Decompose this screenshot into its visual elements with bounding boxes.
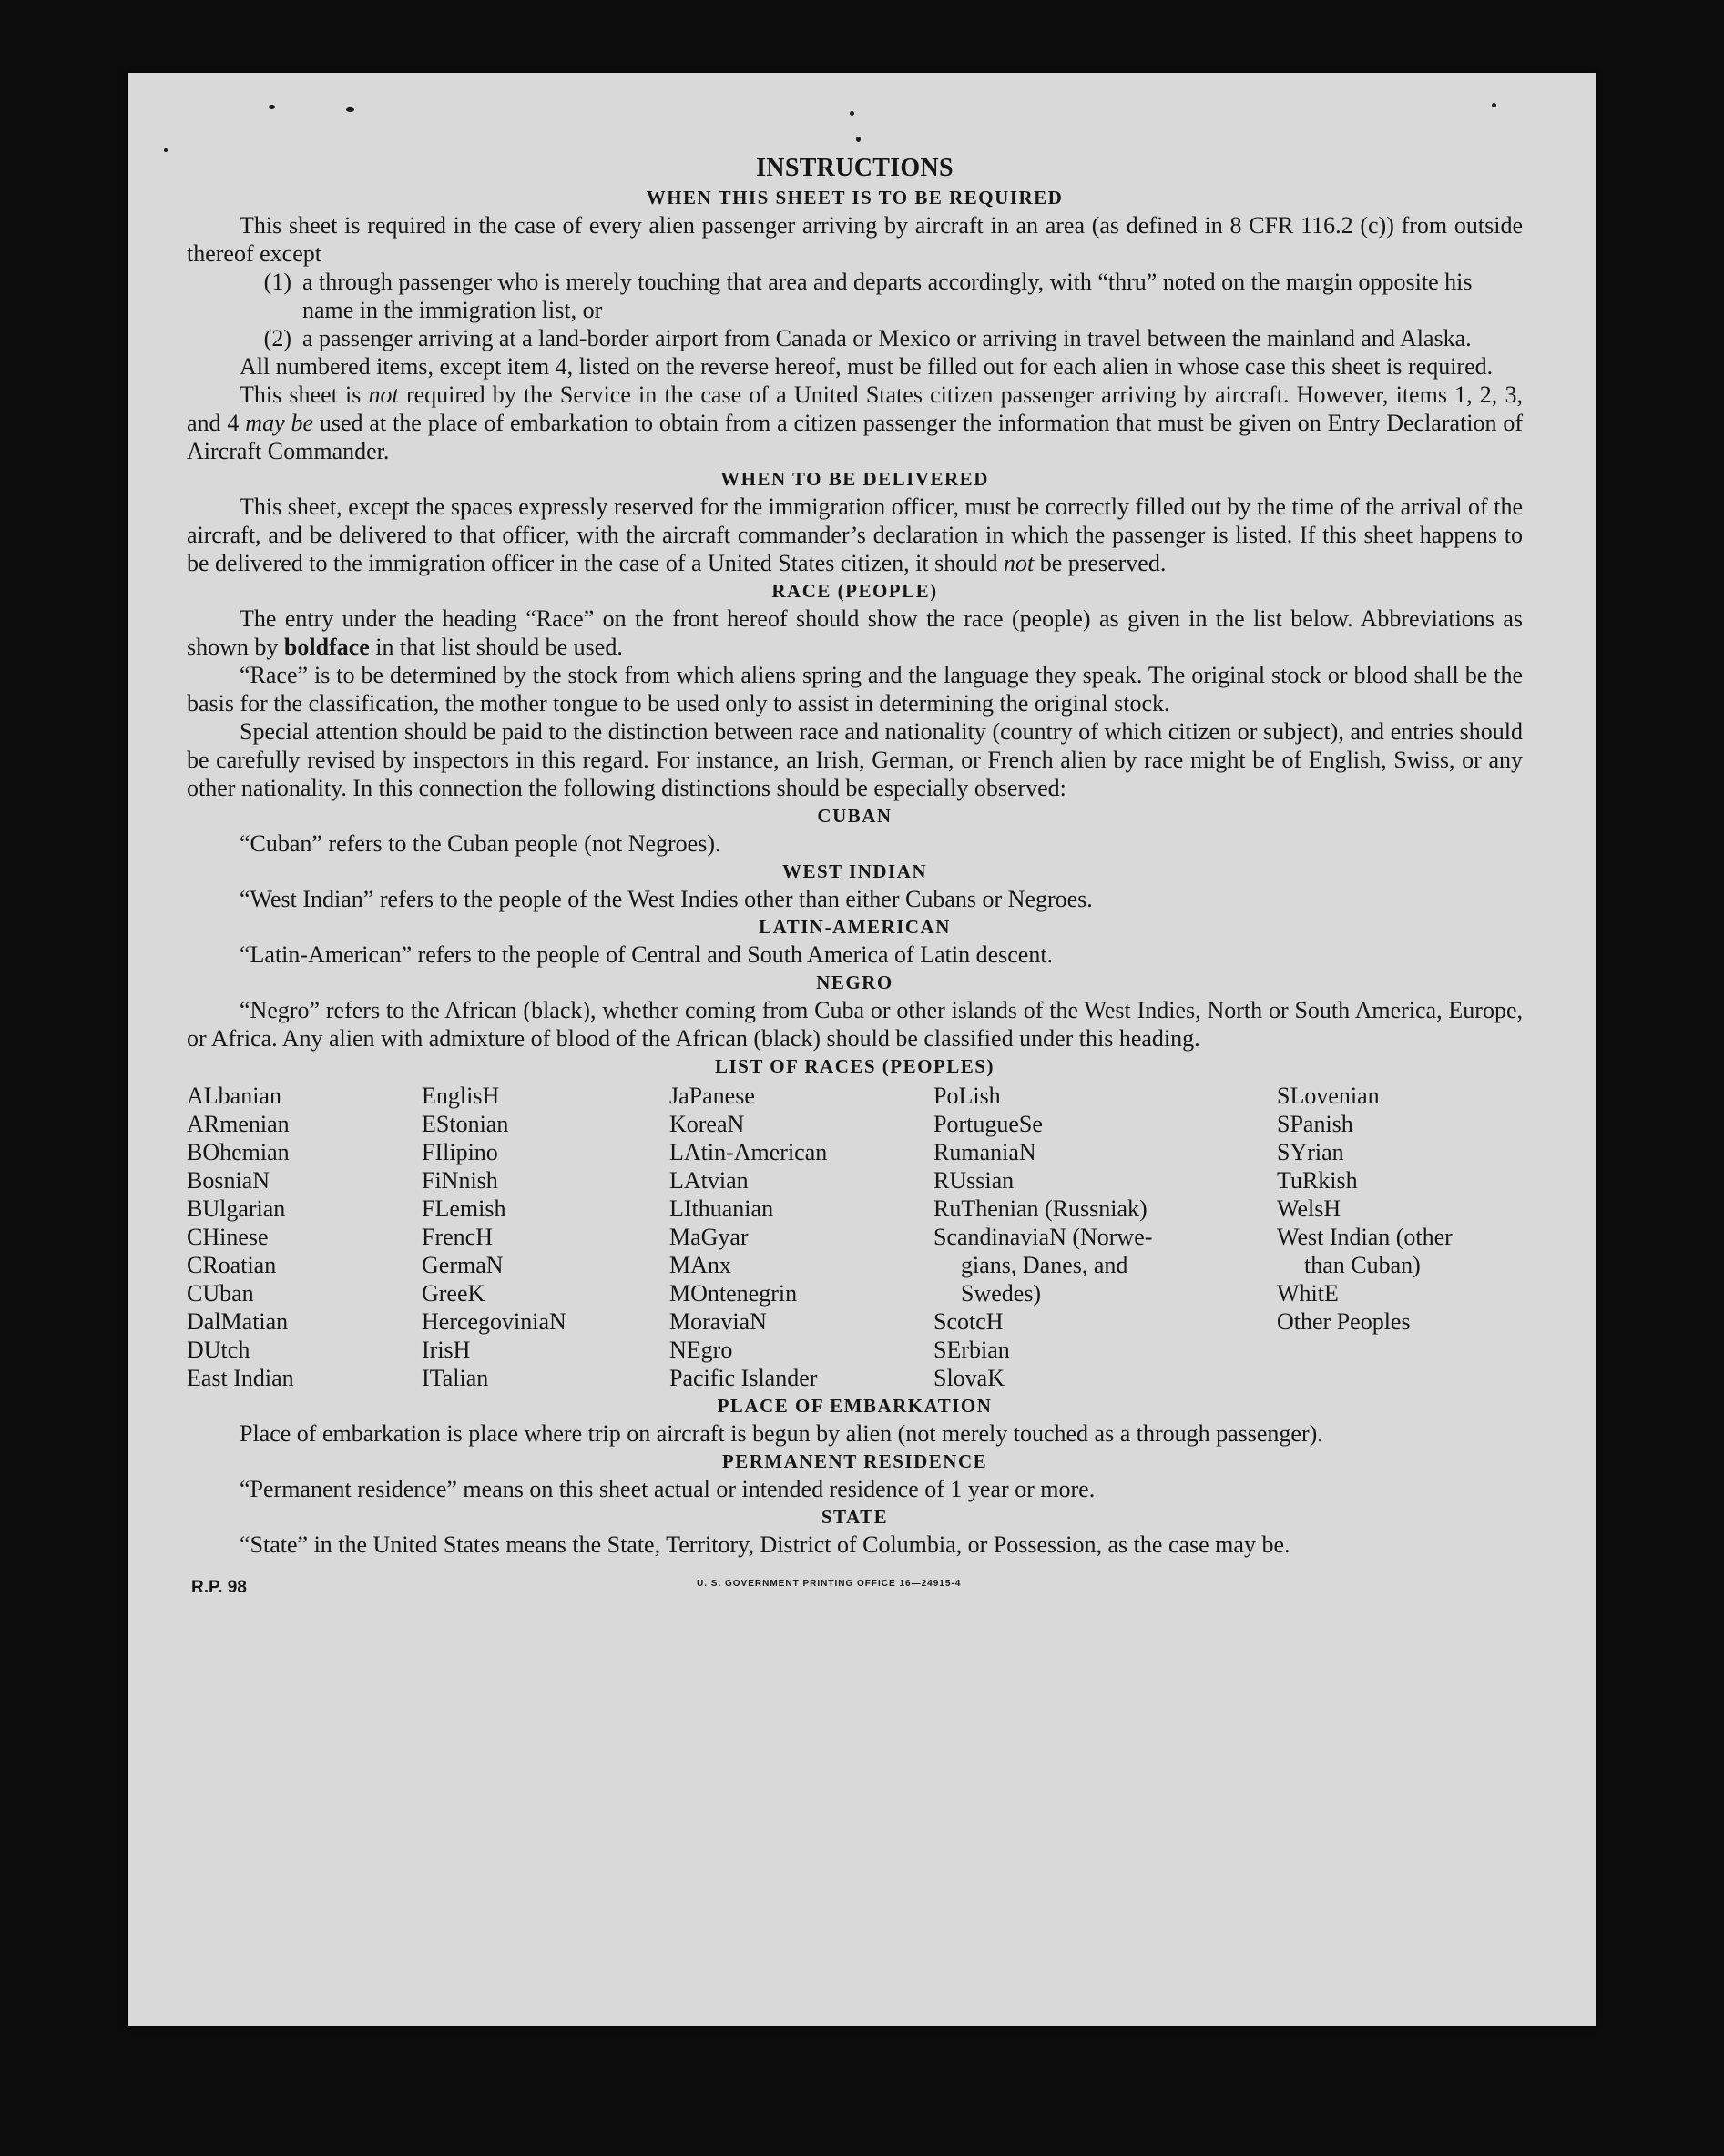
paragraph-race-stock: “Race” is to be determined by the stock from which aliens spring and the language they speak. The original stock or blood shall be the basis for the classification, the mother tongue to be used only to assist in determining the original stock. <box>187 662 1523 717</box>
text-segment: in that list should be used. <box>369 634 623 660</box>
paragraph-negro: “Negro” refers to the African (black), whether coming from Cuba or other islands of the West Indies, North or South America, Europe, or Africa. Any alien with admixture of blood of the African (black) should be classified under this heading. <box>187 997 1523 1052</box>
race-entry: PoLish <box>933 1083 1001 1109</box>
race-entry: PortugueSe <box>933 1111 1043 1137</box>
paragraph-race-entry <box>187 605 1523 661</box>
race-entry: RumaniaN <box>933 1139 1036 1165</box>
race-entry: TuRkish <box>1277 1167 1358 1194</box>
race-entry: DalMatian <box>187 1308 289 1335</box>
race-entry: MoraviaN <box>669 1308 767 1335</box>
form-number: R.P. 98 <box>191 1578 247 1597</box>
race-entry: FiNnish <box>422 1167 498 1194</box>
text-italic-may-be: may be <box>245 410 314 436</box>
text-segment: This sheet, except the spaces expressly reserved for the immigration officer, must be correctly filled out by the time of the arrival of the aircraft, and be delivered to that officer, with the aircraft commander’s declaration in which the passenger is listed. If this sheet happens to be delivered to the immigration officer in the case of a United States citizen, it should <box>187 493 1523 576</box>
document-sheet <box>128 73 1596 2026</box>
heading-list-of-races: LIST OF RACES (PEOPLES) <box>715 1055 995 1077</box>
race-entry: SLovenian <box>1277 1083 1380 1109</box>
scan-speck <box>269 105 275 109</box>
paragraph-numbered-items: All numbered items, except item 4, listed on the reverse hereof, must be filled out for each alien in whose case this sheet is required. <box>240 353 1494 380</box>
document-content <box>187 153 1523 1601</box>
race-column-4 <box>933 1082 1277 1392</box>
race-entry: FLemish <box>422 1195 506 1222</box>
heading-when-required: WHEN THIS SHEET IS TO BE REQUIRED <box>646 187 1064 208</box>
paragraph-residence: “Permanent residence” means on this sheet actual or intended residence of 1 year or more. <box>240 1476 1096 1502</box>
race-entry: NEgro <box>669 1337 733 1363</box>
race-entry: BosniaN <box>187 1167 270 1194</box>
race-entry: Other Peoples <box>1277 1308 1411 1335</box>
race-entry: SErbian <box>933 1337 1010 1363</box>
heading-latin-american: LATIN-AMERICAN <box>759 916 951 938</box>
race-column-3 <box>669 1082 933 1392</box>
race-entry: East Indian <box>187 1365 294 1391</box>
exception-number: (1) <box>263 269 291 295</box>
race-entry: CUban <box>187 1280 254 1307</box>
exception-number: (2) <box>263 325 291 351</box>
race-entry: LAtin-American <box>669 1139 828 1165</box>
race-entry: SlovaK <box>933 1365 1005 1391</box>
text-segment: This sheet is <box>240 381 369 408</box>
race-entry: West Indian (other <box>1277 1224 1453 1250</box>
race-entry: DUtch <box>187 1337 250 1363</box>
paragraph-west-indian: “West Indian” refers to the people of the West Indies other than either Cubans or Negroes. <box>240 886 1093 912</box>
heading-permanent-residence: PERMANENT RESIDENCE <box>721 1450 988 1472</box>
race-entry: GreeK <box>422 1280 485 1307</box>
race-entry: than Cuban) <box>1304 1252 1421 1278</box>
paragraph-delivered <box>187 493 1523 577</box>
race-column-2 <box>422 1082 669 1392</box>
race-entry: ALbanian <box>187 1083 281 1109</box>
race-entry: GermaN <box>422 1252 504 1278</box>
heading-race: RACE (PEOPLE) <box>771 580 938 602</box>
heading-cuban: CUBAN <box>817 805 893 827</box>
text-segment: be preserved. <box>1034 550 1167 576</box>
race-entry: ARmenian <box>187 1111 290 1137</box>
text-segment: The entry under the heading “Race” on the front hereof should show the race (people) as given in the list below. Abbreviations as shown by <box>187 605 1523 660</box>
paragraph-citizen <box>187 381 1523 465</box>
race-entry: BUlgarian <box>187 1195 286 1222</box>
race-entry: RUssian <box>933 1167 1015 1194</box>
race-entry: KoreaN <box>669 1111 745 1137</box>
exception-item-1 <box>187 268 1523 324</box>
race-entry: MOntenegrin <box>669 1280 798 1307</box>
text-bold-boldface: boldface <box>283 634 370 660</box>
heading-west-indian: WEST INDIAN <box>781 860 928 882</box>
text-italic-not: not <box>368 381 399 408</box>
heading-place-of-embarkation: PLACE OF EMBARKATION <box>717 1395 993 1417</box>
paragraph-embarkation: Place of embarkation is place where trip on aircraft is begun by alien (not merely touched as a through passenger). <box>240 1420 1323 1447</box>
footer <box>187 1564 1523 1601</box>
scan-speck <box>856 137 861 142</box>
race-entry: Swedes) <box>961 1280 1042 1307</box>
race-entry: MAnx <box>669 1252 731 1278</box>
race-entry: CHinese <box>187 1224 269 1250</box>
race-entry: FIlipino <box>422 1139 498 1165</box>
text-segment: required by the Service in the case of a United States citizen passenger arriving by aircraft. However, items 1, 2, 3, and 4 <box>187 381 1523 436</box>
page-title: INSTRUCTIONS <box>756 154 954 182</box>
race-entry: SPanish <box>1277 1111 1353 1137</box>
text-italic-not: not <box>1003 550 1035 576</box>
scan-speck <box>346 107 354 112</box>
race-entry: Pacific Islander <box>669 1365 818 1391</box>
race-entry: EnglisH <box>422 1083 500 1109</box>
printer-imprint: U. S. GOVERNMENT PRINTING OFFICE 16—24915-4 <box>697 1579 962 1589</box>
race-entry: SYrian <box>1277 1139 1344 1165</box>
race-entry: EStonian <box>422 1111 509 1137</box>
heading-state: STATE <box>821 1506 889 1528</box>
race-entry: WelsH <box>1277 1195 1341 1222</box>
race-entry: LAtvian <box>669 1167 749 1194</box>
race-entry: ITalian <box>422 1365 489 1391</box>
race-column-5 <box>1277 1082 1523 1392</box>
race-entry: HercegoviniaN <box>422 1308 566 1335</box>
paragraph-cuban: “Cuban” refers to the Cuban people (not Negroes). <box>240 830 721 857</box>
paragraph-required-intro: This sheet is required in the case of every alien passenger arriving by aircraft in an area (as defined in 8 CFR 116.2 (c)) from outside thereof except <box>187 212 1523 267</box>
text-segment: used at the place of embarkation to obtain from a citizen passenger the information that must be given on Entry Declaration of Aircraft Commander. <box>187 410 1524 464</box>
race-entry: JaPanese <box>669 1083 755 1109</box>
race-entry: ScotcH <box>933 1308 1004 1335</box>
paragraph-state: “State” in the United States means the State, Territory, District of Columbia, or Possession, as the case may be. <box>240 1531 1290 1558</box>
race-list <box>187 1082 1523 1392</box>
heading-negro: NEGRO <box>816 971 893 993</box>
race-entry: FrencH <box>422 1224 493 1250</box>
paragraph-race-distinction: Special attention should be paid to the distinction between race and nationality (country of which citizen or subject), and entries should be carefully revised by inspectors in this regard. For instance, an Irish, German, or French alien by race might be of English, Swiss, or any other nationality. In this connection the following distinctions should be especially observed: <box>187 718 1523 801</box>
race-entry: MaGyar <box>669 1224 749 1250</box>
race-entry: IrisH <box>422 1337 471 1363</box>
race-entry: WhitE <box>1277 1280 1339 1307</box>
race-entry: CRoatian <box>187 1252 277 1278</box>
exception-item-2 <box>187 324 1523 352</box>
heading-when-delivered: WHEN TO BE DELIVERED <box>720 468 989 490</box>
paragraph-latin-american: “Latin-American” refers to the people of Central and South America of Latin descent. <box>240 941 1054 968</box>
exception-text: a passenger arriving at a land-border airport from Canada or Mexico or arriving in travel between the mainland and Alaska. <box>302 325 1472 351</box>
race-entry: RuThenian (Russniak) <box>933 1195 1148 1222</box>
race-entry: gians, Danes, and <box>961 1252 1128 1278</box>
scan-speck <box>850 111 854 116</box>
scan-speck <box>164 148 168 152</box>
exception-text: a through passenger who is merely touching that area and departs accordingly, with “thru” noted on the margin opposite his name in the immigration list, or <box>302 269 1473 323</box>
race-entry: LIthuanian <box>669 1195 774 1222</box>
race-column-1 <box>187 1082 422 1392</box>
scan-speck <box>1492 103 1496 107</box>
race-entry: BOhemian <box>187 1139 290 1165</box>
race-entry: ScandinaviaN (Norwe- <box>933 1224 1153 1250</box>
